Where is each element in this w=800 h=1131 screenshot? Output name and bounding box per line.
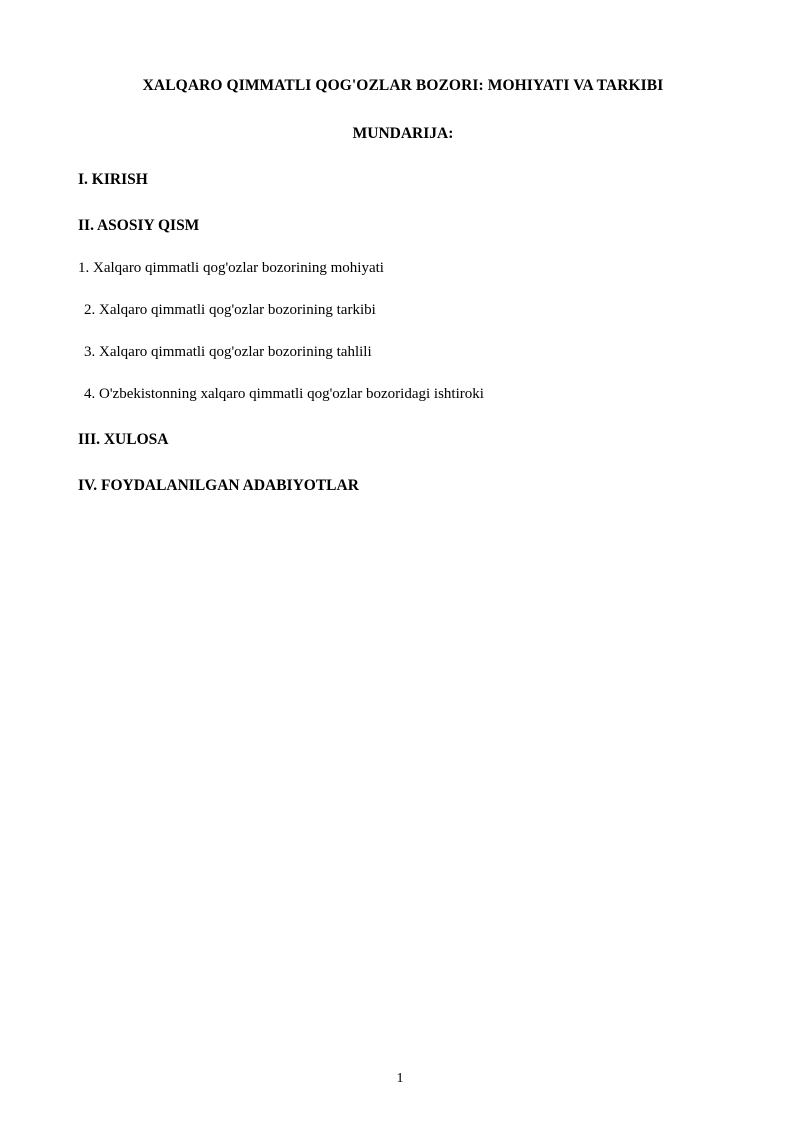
toc-entry-asosiy-qism: II. ASOSIY QISM <box>78 217 200 235</box>
toc-entry-foydalanilgan-adabiyotlar: IV. FOYDALANILGAN ADABIYOTLAR <box>78 477 359 495</box>
page-title: XALQARO QIMMATLI QOG'OZLAR BOZORI: MOHIYATI VA TARKIBI <box>142 77 664 94</box>
table-of-contents-heading: MUNDARIJA: <box>352 125 454 143</box>
toc-entry-subsection-4: 4. O'zbekistonning xalqaro qimmatli qog'ozlar bozoridagi ishtiroki <box>84 386 484 403</box>
toc-entry-subsection-2: 2. Xalqaro qimmatli qog'ozlar bozorining tarkibi <box>84 302 376 319</box>
page-number: 1 <box>396 1071 404 1086</box>
toc-entry-kirish: I. KIRISH <box>78 171 148 189</box>
toc-entry-subsection-3: 3. Xalqaro qimmatli qog'ozlar bozorining tahlili <box>84 344 372 361</box>
toc-entry-subsection-1: 1. Xalqaro qimmatli qog'ozlar bozorining mohiyati <box>78 260 384 277</box>
toc-entry-xulosa: III. XULOSA <box>78 431 169 449</box>
